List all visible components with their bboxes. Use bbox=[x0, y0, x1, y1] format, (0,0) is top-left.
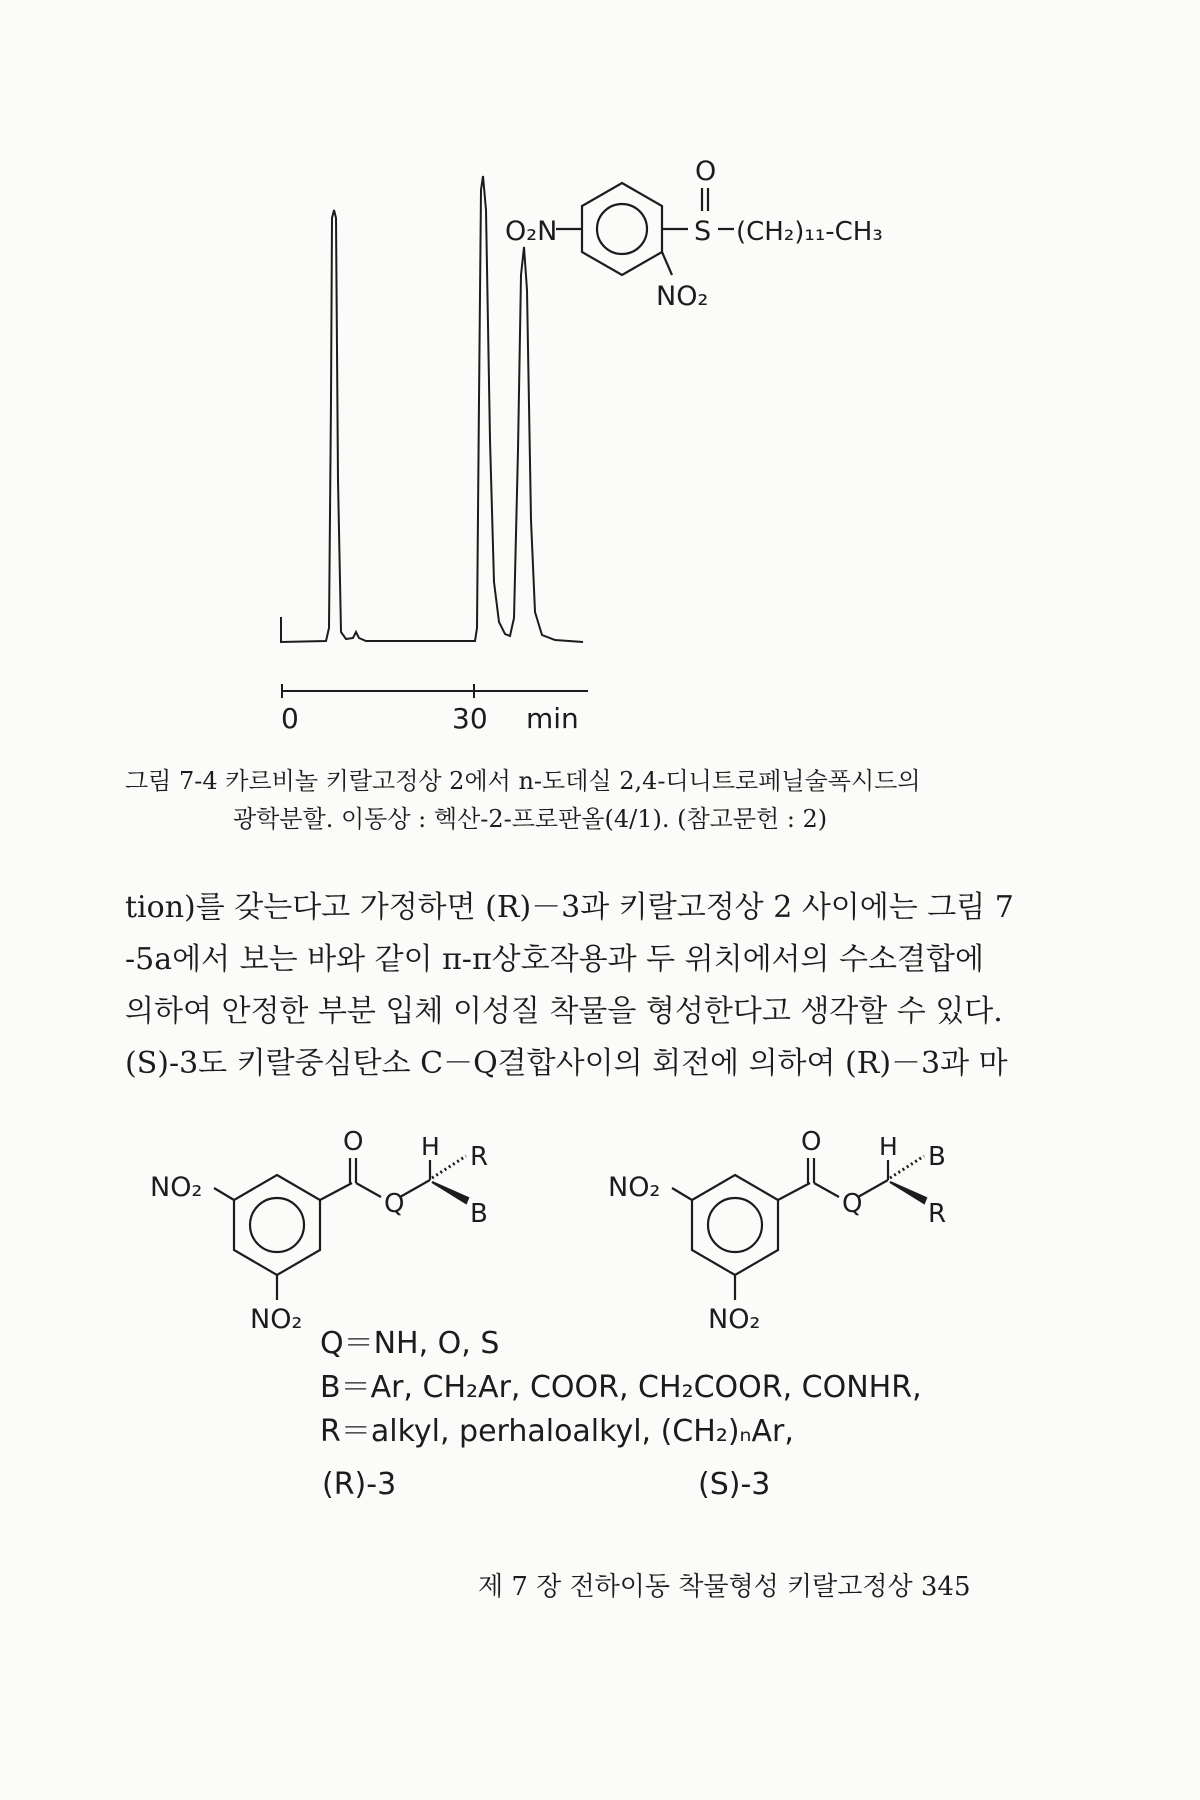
compound-label-r: (R)-3 bbox=[322, 1467, 397, 1502]
r-isomer-r-substituent: R bbox=[470, 1142, 489, 1172]
s-isomer-b-substituent: B bbox=[928, 1142, 946, 1172]
s-isomer-no2-top: NO₂ bbox=[608, 1172, 661, 1203]
s-isomer-h: H bbox=[879, 1132, 898, 1161]
alkyl-chain-label: (CH₂)₁₁-CH₃ bbox=[736, 217, 883, 247]
body-line-1: tion)를 갖는다고 가정하면 (R)－3과 키랄고정상 2 사이에는 그림 7 bbox=[125, 890, 1014, 925]
r-isomer-h: H bbox=[421, 1132, 440, 1161]
tick-label-30: 30 bbox=[452, 702, 488, 735]
oxygen-atom-label: O bbox=[695, 156, 717, 187]
page-footer: 제 7 장 전하이동 착물형성 키랄고정상 345 bbox=[478, 1572, 971, 1602]
r-isomer-no2-top: NO₂ bbox=[150, 1172, 203, 1203]
r-isomer-q: Q bbox=[384, 1189, 405, 1219]
body-line-2: -5a에서 보는 바와 같이 π-π상호작용과 두 위치에서의 수소결합에 bbox=[125, 942, 984, 977]
compound-label-s: (S)-3 bbox=[698, 1467, 771, 1502]
chromatogram-figure bbox=[0, 0, 1200, 760]
s-isomer-carbonyl-o: O bbox=[801, 1127, 822, 1157]
ortho-nitro-label: NO₂ bbox=[656, 281, 709, 312]
substituent-definitions bbox=[320, 1112, 922, 1454]
figure-caption bbox=[125, 762, 1025, 838]
s-isomer-r-substituent: R bbox=[928, 1199, 947, 1229]
caption-line-1: 그림 7-4 카르비놀 키랄고정상 2에서 n-도데실 2,4-디니트로페닐술폭시드의 bbox=[125, 767, 921, 795]
caption-line-2: 광학분할. 이동상 : 헥산-2-프로판올(4/1). (참고문헌 : 2) bbox=[233, 805, 828, 833]
s-isomer-no2-bottom: NO₂ bbox=[708, 1304, 761, 1335]
axis-unit-label: min bbox=[526, 702, 579, 735]
q-definition: Q＝NH, O, S bbox=[320, 1326, 500, 1361]
body-paragraph bbox=[125, 882, 1030, 1090]
nitro-group-label: O₂N bbox=[505, 216, 558, 247]
r-isomer-carbonyl-o: O bbox=[343, 1127, 364, 1157]
tick-label-0: 0 bbox=[281, 702, 299, 735]
sulfur-atom-label: S bbox=[694, 216, 712, 247]
s-isomer-q: Q bbox=[842, 1189, 863, 1219]
body-line-3: 의하여 안정한 부분 입체 이성질 착물을 형성한다고 생각할 수 있다. bbox=[125, 994, 1003, 1029]
body-line-4: (S)-3도 키랄중심탄소 C－Q결합사이의 회전에 의하여 (R)－3과 마 bbox=[125, 1046, 1008, 1081]
b-definition: B＝Ar, CH₂Ar, COOR, CH₂COOR, CONHR, bbox=[320, 1370, 922, 1405]
r-isomer-no2-bottom: NO₂ bbox=[250, 1304, 303, 1335]
r-isomer-b-substituent: B bbox=[470, 1199, 488, 1229]
r-definition: R＝alkyl, perhaloalkyl, (CH₂)ₙAr, bbox=[320, 1414, 794, 1449]
